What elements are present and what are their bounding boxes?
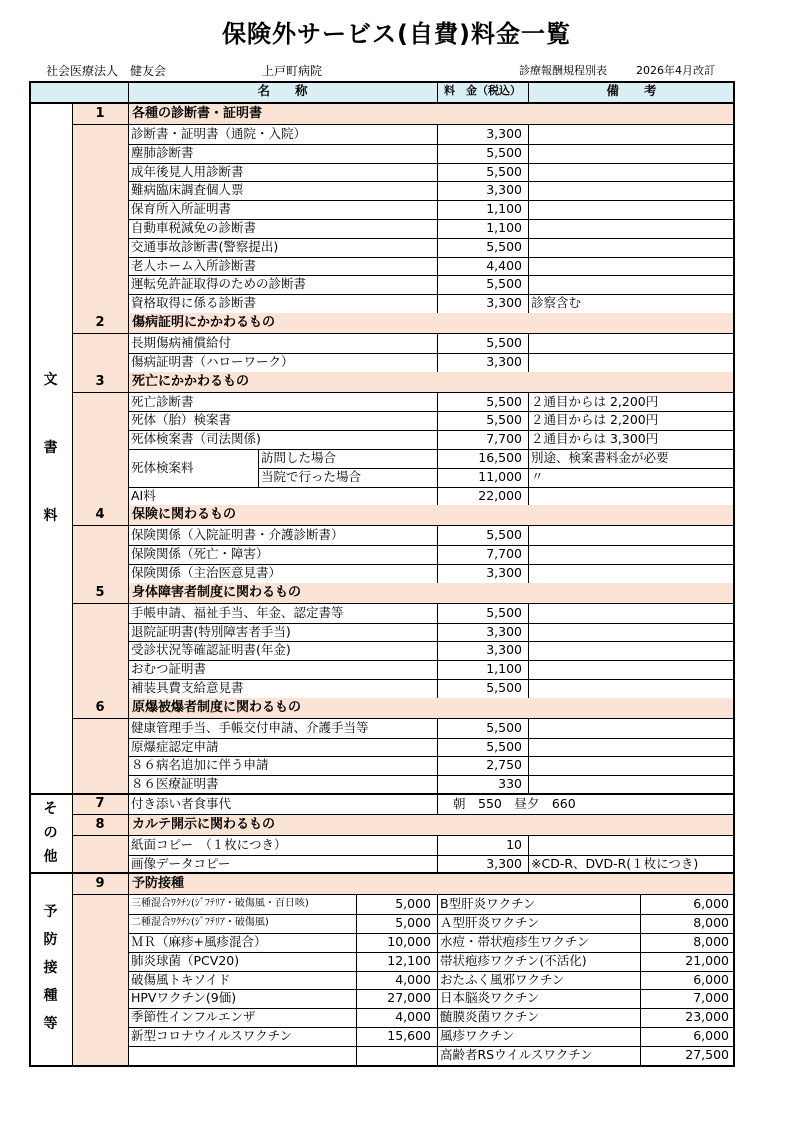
s2-row-1-fee: 3,300	[486, 353, 522, 369]
column-rule	[72, 102, 73, 1065]
inquest-sub-0-name: 訪問した場合	[261, 450, 337, 465]
vaccine-left-5-fee: 27,000	[387, 990, 431, 1006]
vaccine-left-6-fee: 4,000	[395, 1009, 431, 1025]
vaccine-right-6-name: 髄膜炎菌ワクチン	[440, 1009, 540, 1025]
vaccine-left-2-name: ＭＲ（麻疹+風疹混合）	[131, 934, 267, 949]
group-label-vaccines-char: 等	[43, 1016, 58, 1033]
vaccine-right-8-name: 高齢者RSウイルスワクチン	[440, 1046, 593, 1062]
section-9-number: 9	[95, 876, 105, 892]
section-2-title: 傷病証明にかかわるもの	[132, 315, 276, 330]
s5-row-1-name: 退院証明書(特別障害者手当)	[131, 623, 291, 639]
vaccine-right-0-fee: 6,000	[693, 896, 729, 912]
vaccine-left-6-name: 季節性インフルエンザ	[131, 1009, 256, 1025]
document-reference: 診療報酬規程別表	[519, 64, 607, 77]
s8-row-1-name: 画像データコピー	[131, 855, 231, 871]
s4-row-2-name: 保険関係（主治医意見書）	[131, 565, 282, 580]
vaccine-left-4-name: 破傷風トキソイド	[131, 971, 231, 987]
s3-row-0-note: ２通目からは 2,200円	[531, 393, 659, 409]
vaccine-right-7-name: 風疹ワクチン	[440, 1028, 515, 1043]
s8-row-1-note: ※CD-R、DVD-R(１枚につき)	[531, 855, 699, 871]
column-rule	[528, 81, 529, 102]
s2-row-0-name: 長期傷病補償給付	[131, 335, 232, 350]
section-4-title: 保険に関わるもの	[132, 507, 237, 523]
revision-date: 2026年4月改訂	[636, 64, 715, 77]
s1-row-5-fee: 1,100	[486, 220, 522, 235]
section-6-title: 原爆被爆者制度に関わるもの	[132, 699, 302, 715]
s3-ai-name: AI料	[131, 487, 156, 503]
inquest-sub-1-fee: 11,000	[478, 468, 522, 484]
inquest-label: 死体検案料	[131, 460, 194, 475]
column-rule	[437, 81, 438, 102]
s1-row-9-name: 資格取得に係る診断書	[131, 295, 257, 311]
vaccine-right-4-fee: 6,000	[693, 971, 729, 987]
header-note: 備 考	[606, 83, 657, 98]
vaccine-left-7-fee: 15,600	[387, 1028, 431, 1043]
vaccine-right-3-name: 帯状疱疹ワクチン(不活化)	[440, 952, 587, 968]
s3-row-1-name: 死体（胎）検案書	[131, 412, 232, 428]
hospital-name: 上戸町病院	[262, 64, 323, 78]
vaccine-right-7-fee: 6,000	[693, 1028, 729, 1043]
section-1-title: 各種の診断書・証明書	[132, 106, 263, 121]
s2-row-1-name: 傷病証明書（ハローワーク）	[131, 353, 294, 369]
page-title: 保険外サービス(自費)料金一覧	[222, 20, 571, 48]
section-6-number: 6	[95, 699, 105, 715]
vaccine-right-2-fee: 8,000	[693, 934, 729, 949]
s1-row-0-fee: 3,300	[486, 126, 522, 141]
s1-row-3-fee: 3,300	[486, 182, 522, 198]
s4-row-1-fee: 7,700	[486, 546, 522, 562]
vaccine-left-7-name: 新型コロナウイルスワクチン	[131, 1028, 293, 1043]
s5-row-3-name: おむつ証明書	[131, 661, 207, 677]
s6-row-0-fee: 5,500	[486, 719, 522, 735]
s5-row-0-fee: 5,500	[486, 604, 522, 620]
group-label-documents-char: 料	[43, 507, 58, 524]
group-label-other-char: の	[43, 824, 58, 841]
section-9-title: 予防接種	[132, 876, 185, 892]
s1-row-4-name: 保育所入所証明書	[131, 201, 232, 217]
s1-row-0-name: 診断書・証明書（通院・入院）	[131, 126, 307, 141]
s6-row-1-fee: 5,500	[486, 738, 522, 754]
s5-row-0-name: 手帳申請、福祉手当、年金、認定書等	[131, 604, 344, 620]
s8-row-0-name: 紙面コピー （１枚につき）	[131, 836, 287, 852]
s1-row-7-name: 老人ホーム入所診断書	[131, 257, 257, 273]
header-fee: 料 金（税込）	[444, 84, 521, 97]
s1-row-4-fee: 1,100	[486, 201, 522, 217]
s1-row-2-fee: 5,500	[486, 163, 522, 179]
vaccine-left-1-name: 二種混合ﾜｸﾁﾝ(ｼﾞﾌﾃﾘｱ・破傷風)	[131, 917, 269, 929]
vaccine-right-1-fee: 8,000	[693, 915, 729, 931]
vaccine-left-4-fee: 4,000	[395, 971, 431, 987]
vaccine-right-5-name: 日本脳炎ワクチン	[440, 990, 540, 1006]
s1-row-6-name: 交通事故診断書(警察提出)	[131, 238, 279, 254]
s4-row-1-name: 保険関係（死亡・障害）	[131, 546, 269, 562]
s4-row-0-fee: 5,500	[486, 527, 522, 543]
s1-row-7-fee: 4,400	[486, 257, 522, 273]
header-name: 名 称	[257, 83, 308, 98]
s4-row-2-fee: 3,300	[486, 565, 522, 580]
vaccine-right-0-name: B型肝炎ワクチン	[440, 896, 536, 912]
group-label-vaccines-char: 防	[43, 932, 58, 949]
table-frame	[29, 81, 735, 1067]
section-3-number: 3	[95, 373, 105, 389]
column-rule	[128, 81, 129, 1065]
vaccine-left-2-fee: 10,000	[387, 934, 431, 949]
s5-row-2-name: 受診状況等確認証明書(年金)	[131, 642, 291, 658]
s3-row-1-fee: 5,500	[486, 412, 522, 428]
vaccine-left-3-name: 肺炎球菌（PCV20)	[131, 952, 240, 968]
s6-row-2-fee: 2,750	[486, 757, 522, 773]
s1-row-9-fee: 3,300	[486, 295, 522, 311]
section-8-title: カルテ開示に関わるもの	[132, 816, 276, 832]
s6-row-2-name: ８６病名追加に伴う申請	[131, 757, 269, 773]
group-label-other	[29, 793, 72, 872]
meal-fee-value: 朝 550 昼夕 660	[453, 796, 576, 811]
s1-row-6-fee: 5,500	[486, 238, 522, 254]
s8-row-0-fee: 10	[506, 836, 522, 852]
group-label-other-char: そ	[43, 800, 58, 817]
inquest-sub-1-note: 〃	[531, 468, 544, 484]
s6-row-3-name: ８６医療証明書	[131, 776, 219, 792]
group-label-vaccines-char: 種	[43, 988, 58, 1005]
group-label-documents-char: 書	[43, 439, 58, 456]
s6-row-1-name: 原爆症認定申請	[131, 738, 219, 754]
s3-row-1-note: ２通目からは 2,200円	[531, 412, 659, 428]
s1-row-3-name: 難病臨床調査個人票	[131, 182, 244, 198]
vaccine-left-1-fee: 5,000	[395, 915, 431, 931]
s3-row-2-name: 死体検案書（司法関係)	[131, 431, 261, 447]
section-5-number: 5	[95, 584, 105, 600]
section-4-number: 4	[95, 507, 105, 523]
s5-row-3-fee: 1,100	[486, 661, 522, 677]
inquest-sub-0-fee: 16,500	[478, 450, 522, 465]
s6-row-0-name: 健康管理手当、手帳交付申請、介護手当等	[131, 719, 369, 735]
section-7-number: 7	[95, 796, 105, 811]
s4-row-0-name: 保険関係（入院証明書・介護診断書）	[131, 527, 344, 543]
inquest-sub-0-note: 別途、検案書料金が必要	[531, 450, 669, 465]
s8-row-1-fee: 3,300	[486, 855, 522, 871]
s3-row-0-fee: 5,500	[486, 393, 522, 409]
vaccine-right-4-name: おたふく風邪ワクチン	[440, 971, 565, 987]
s1-row-1-fee: 5,500	[486, 144, 522, 160]
s3-ai-fee: 22,000	[478, 487, 522, 503]
group-label-other-char: 他	[43, 848, 58, 865]
s3-row-2-note: ２通目からは 3,300円	[531, 431, 659, 447]
section-5-title: 身体障害者制度に関わるもの	[132, 584, 302, 600]
vaccine-left-5-name: HPVワクチン(9価)	[131, 990, 237, 1006]
s6-row-3-fee: 330	[498, 776, 522, 792]
vaccine-right-3-fee: 21,000	[685, 952, 729, 968]
group-label-vaccines-char: 予	[43, 904, 58, 921]
s5-row-1-fee: 3,300	[486, 623, 522, 639]
vaccine-right-6-fee: 23,000	[685, 1009, 729, 1025]
s3-row-2-fee: 7,700	[486, 431, 522, 447]
s1-row-5-name: 自動車税減免の診断書	[131, 220, 257, 235]
s3-row-0-name: 死亡診断書	[131, 393, 194, 409]
vaccine-left-0-name: 三種混合ﾜｸﾁﾝ(ｼﾞﾌﾃﾘｱ・破傷風・百日咳)	[131, 898, 309, 910]
group-label-vaccines	[29, 872, 72, 1064]
section-2-number: 2	[95, 315, 105, 330]
group-label-documents-char: 文	[43, 371, 58, 388]
s1-row-8-fee: 5,500	[486, 276, 522, 292]
s5-row-4-fee: 5,500	[486, 680, 522, 695]
s1-row-2-name: 成年後見人用診断書	[131, 163, 244, 179]
s5-row-4-name: 補装具費支給意見書	[131, 680, 244, 695]
group-label-vaccines-char: 接	[43, 960, 58, 977]
vaccine-right-2-name: 水痘・帯状疱疹生ワクチン	[440, 934, 590, 949]
s5-row-2-fee: 3,300	[486, 642, 522, 658]
vaccine-left-0-fee: 5,000	[395, 896, 431, 912]
meal-fee-name: 付き添い者食事代	[131, 796, 232, 811]
inquest-sub-1-name: 当院で行った場合	[261, 468, 362, 484]
section-1-number: 1	[95, 106, 105, 121]
org-name: 社会医療法人 健友会	[46, 64, 167, 78]
section-8-number: 8	[95, 816, 105, 832]
s1-row-9-note: 診察含む	[531, 295, 582, 311]
vaccine-right-8-fee: 27,500	[685, 1046, 729, 1062]
s1-row-1-name: 塵肺診断書	[131, 144, 194, 160]
vaccine-right-5-fee: 7,000	[693, 990, 729, 1006]
group-label-documents	[29, 102, 72, 793]
vaccine-right-1-name: Ａ型肝炎ワクチン	[440, 915, 540, 931]
vaccine-left-3-fee: 12,100	[387, 952, 431, 968]
section-3-title: 死亡にかかわるもの	[132, 373, 250, 389]
s1-row-8-name: 運転免許証取得のための診断書	[131, 276, 307, 292]
s2-row-0-fee: 5,500	[486, 335, 522, 350]
